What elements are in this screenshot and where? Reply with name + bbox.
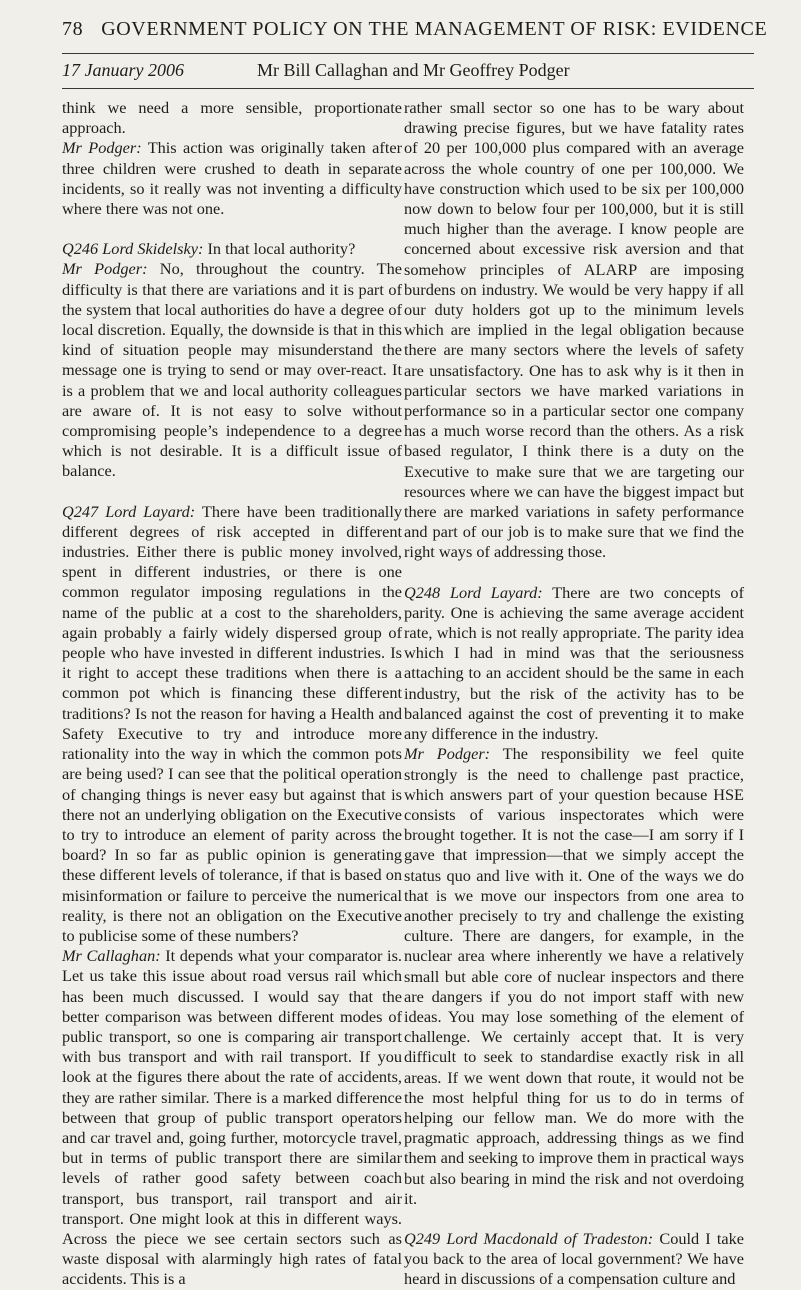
paragraph-text: rather small sector so one has to be wary about drawing precise figures, but we have fatality rates of 20 per 100,000 plus compared with an average across the whole country of one per 100,000. We have construction which used to be six per 100,000 now down to below four per 100,000, but it is still much higher than the average. I know people are concerned about excessive risk aversion and that somehow principles of ALARP are imposing burdens on industry. We would be very happy if all our duty holders got up to the minimum levels which are implied in the legal obligation because there are many sectors where the levels of safety are unsatisfactory. One has to ask why is it then in particular sectors we have marked variations in performance so in a particular sector one company has a much worse record than the others. As a risk based regulator, I think there is a duty on the Executive to make sure that we are targeting our resources where we can have the biggest impact but there are marked variations in safety performance and part of our job is to make sure that we find the right ways of addressing those.	[404, 98, 744, 562]
paragraph	[404, 1229, 744, 1290]
speaker-label: Q247 Lord Layard:	[62, 501, 196, 521]
right-column	[404, 98, 744, 1290]
speaker-label: Q249 Lord Macdonald of Tradeston:	[404, 1228, 654, 1248]
paragraph	[404, 744, 744, 1209]
paragraph	[62, 98, 402, 138]
paragraph-text: There have been traditionally different degrees of risk accepted in different industries. Either there is public money involved, spent in different industries, or there is one common regulator imposing regulations in the name of the public at a cost to the shareholders, again probably a fairly widely dispersed group of people who have invested in different industries. Is it right to accept these traditions when there is a common pot which is financing these different traditions? Is not the reason for having a Health and Safety Executive to try and introduce more rationality into the way in which the common pots are being used? I can see that the political operation of changing things is never easy but against that is there not an underlying obligation on the Executive to try to introduce an element of parity across the board? In so far as public opinion is generating these different levels of tolerance, if that is based on misinformation or failure to perceive the numerical reality, is there not an obligation on the Executive to publicise some of these numbers?	[62, 501, 402, 945]
running-head	[62, 18, 768, 41]
session-subhead	[62, 60, 754, 81]
witnesses: Mr Bill Callaghan and Mr Geoffrey Podger	[257, 60, 570, 80]
speaker-label: Mr Podger:	[62, 138, 142, 158]
paragraph	[62, 259, 402, 481]
paragraph-text: This action was originally taken after three children were crushed to death in separate incidents, so it really was not inventing a difficulty where there was not one.	[62, 138, 402, 219]
header-rule-bottom	[62, 88, 754, 89]
session-date: 17 January 2006	[62, 60, 184, 80]
paragraph-text: think we need a more sensible, proportionate approach.	[62, 98, 402, 138]
paragraph	[62, 502, 402, 946]
speaker-label: Mr Callaghan:	[62, 946, 161, 966]
speaker-label: Q248 Lord Layard:	[404, 582, 543, 602]
left-column	[62, 98, 402, 1290]
paragraph	[62, 239, 402, 259]
speaker-label: Q246 Lord Skidelsky:	[62, 239, 204, 259]
paragraph-text: Could I take you back to the area of local government? We have heard in discussions of a compensation culture and	[404, 1228, 744, 1289]
paragraph	[404, 583, 744, 745]
paragraph-text: It depends what your comparator is. Let us take this issue about road versus rail which has been much discussed. I would say that the better comparison was between different modes of public transport, so one is comparing air transport with bus transport and with rail transport. If you look at the figures there about the rate of accidents, they are rather similar. There is a marked difference between that group of public transport operators and car travel and, going further, motorcycle travel, but in terms of public transport there are similar levels of rather good safety between coach transport, bus transport, rail transport and air transport. One might look at this in different ways. Across the piece we see certain sectors such as waste disposal with alarmingly high rates of fatal accidents. This is a	[62, 946, 402, 1289]
paragraph-text: In that local authority?	[203, 239, 356, 259]
paragraph-text: There are two concepts of parity. One is achieving the same average accident rate, which is not really appropriate. The parity idea which I had in mind was that the seriousness attaching to an accident should be the same in each industry, but the risk of the activity has to be balanced against the cost of preventing it to make any difference in the industry.	[404, 582, 744, 744]
speaker-label: Mr Podger:	[404, 744, 491, 764]
page-number: 78	[62, 18, 84, 40]
header-rule-top	[62, 53, 754, 54]
paragraph-text: No, throughout the country. The difficulty is that there are variations and it is part of the system that local authorities do have a degree of local discretion. Equally, the downside is that in this kind of situation people may misunderstand the message one is trying to send or may over-react. It is a problem that we and local authority colleagues are aware of. It is not easy to solve without compromising people’s independence to a degree which is not desirable. It is a difficult issue of balance.	[62, 259, 402, 481]
paragraph	[62, 138, 402, 219]
paragraph	[62, 946, 402, 1289]
running-title: GOVERNMENT POLICY ON THE MANAGEMENT OF RISK: EVIDENCE	[101, 18, 768, 40]
paragraph	[404, 98, 744, 563]
paragraph-text: The responsibility we feel quite strongly is the need to challenge past practice, which answers part of your question because HSE consists of various inspectorates which were brought together. It is not the case—I am sorry if I gave that impression—that we simply accept the status quo and live with it. One of the ways we do that is we move our inspectors from one area to another precisely to try and challenge the existing culture. There are dangers, for example, in the nuclear area where inherently we have a relatively small but able core of nuclear inspectors and there are dangers if you do not import staff with new ideas. You may lose something of the element of challenge. We certainly accept that. It is very difficult to seek to standardise exactly risk in all areas. If we went down that route, it would not be the most helpful thing for us to do in terms of helping our fellow man. We do more with the pragmatic approach, addressing things as we find them and seeking to improve them in practical ways but also bearing in mind the risk and not overdoing it.	[404, 744, 744, 1208]
speaker-label: Mr Podger:	[62, 259, 148, 279]
